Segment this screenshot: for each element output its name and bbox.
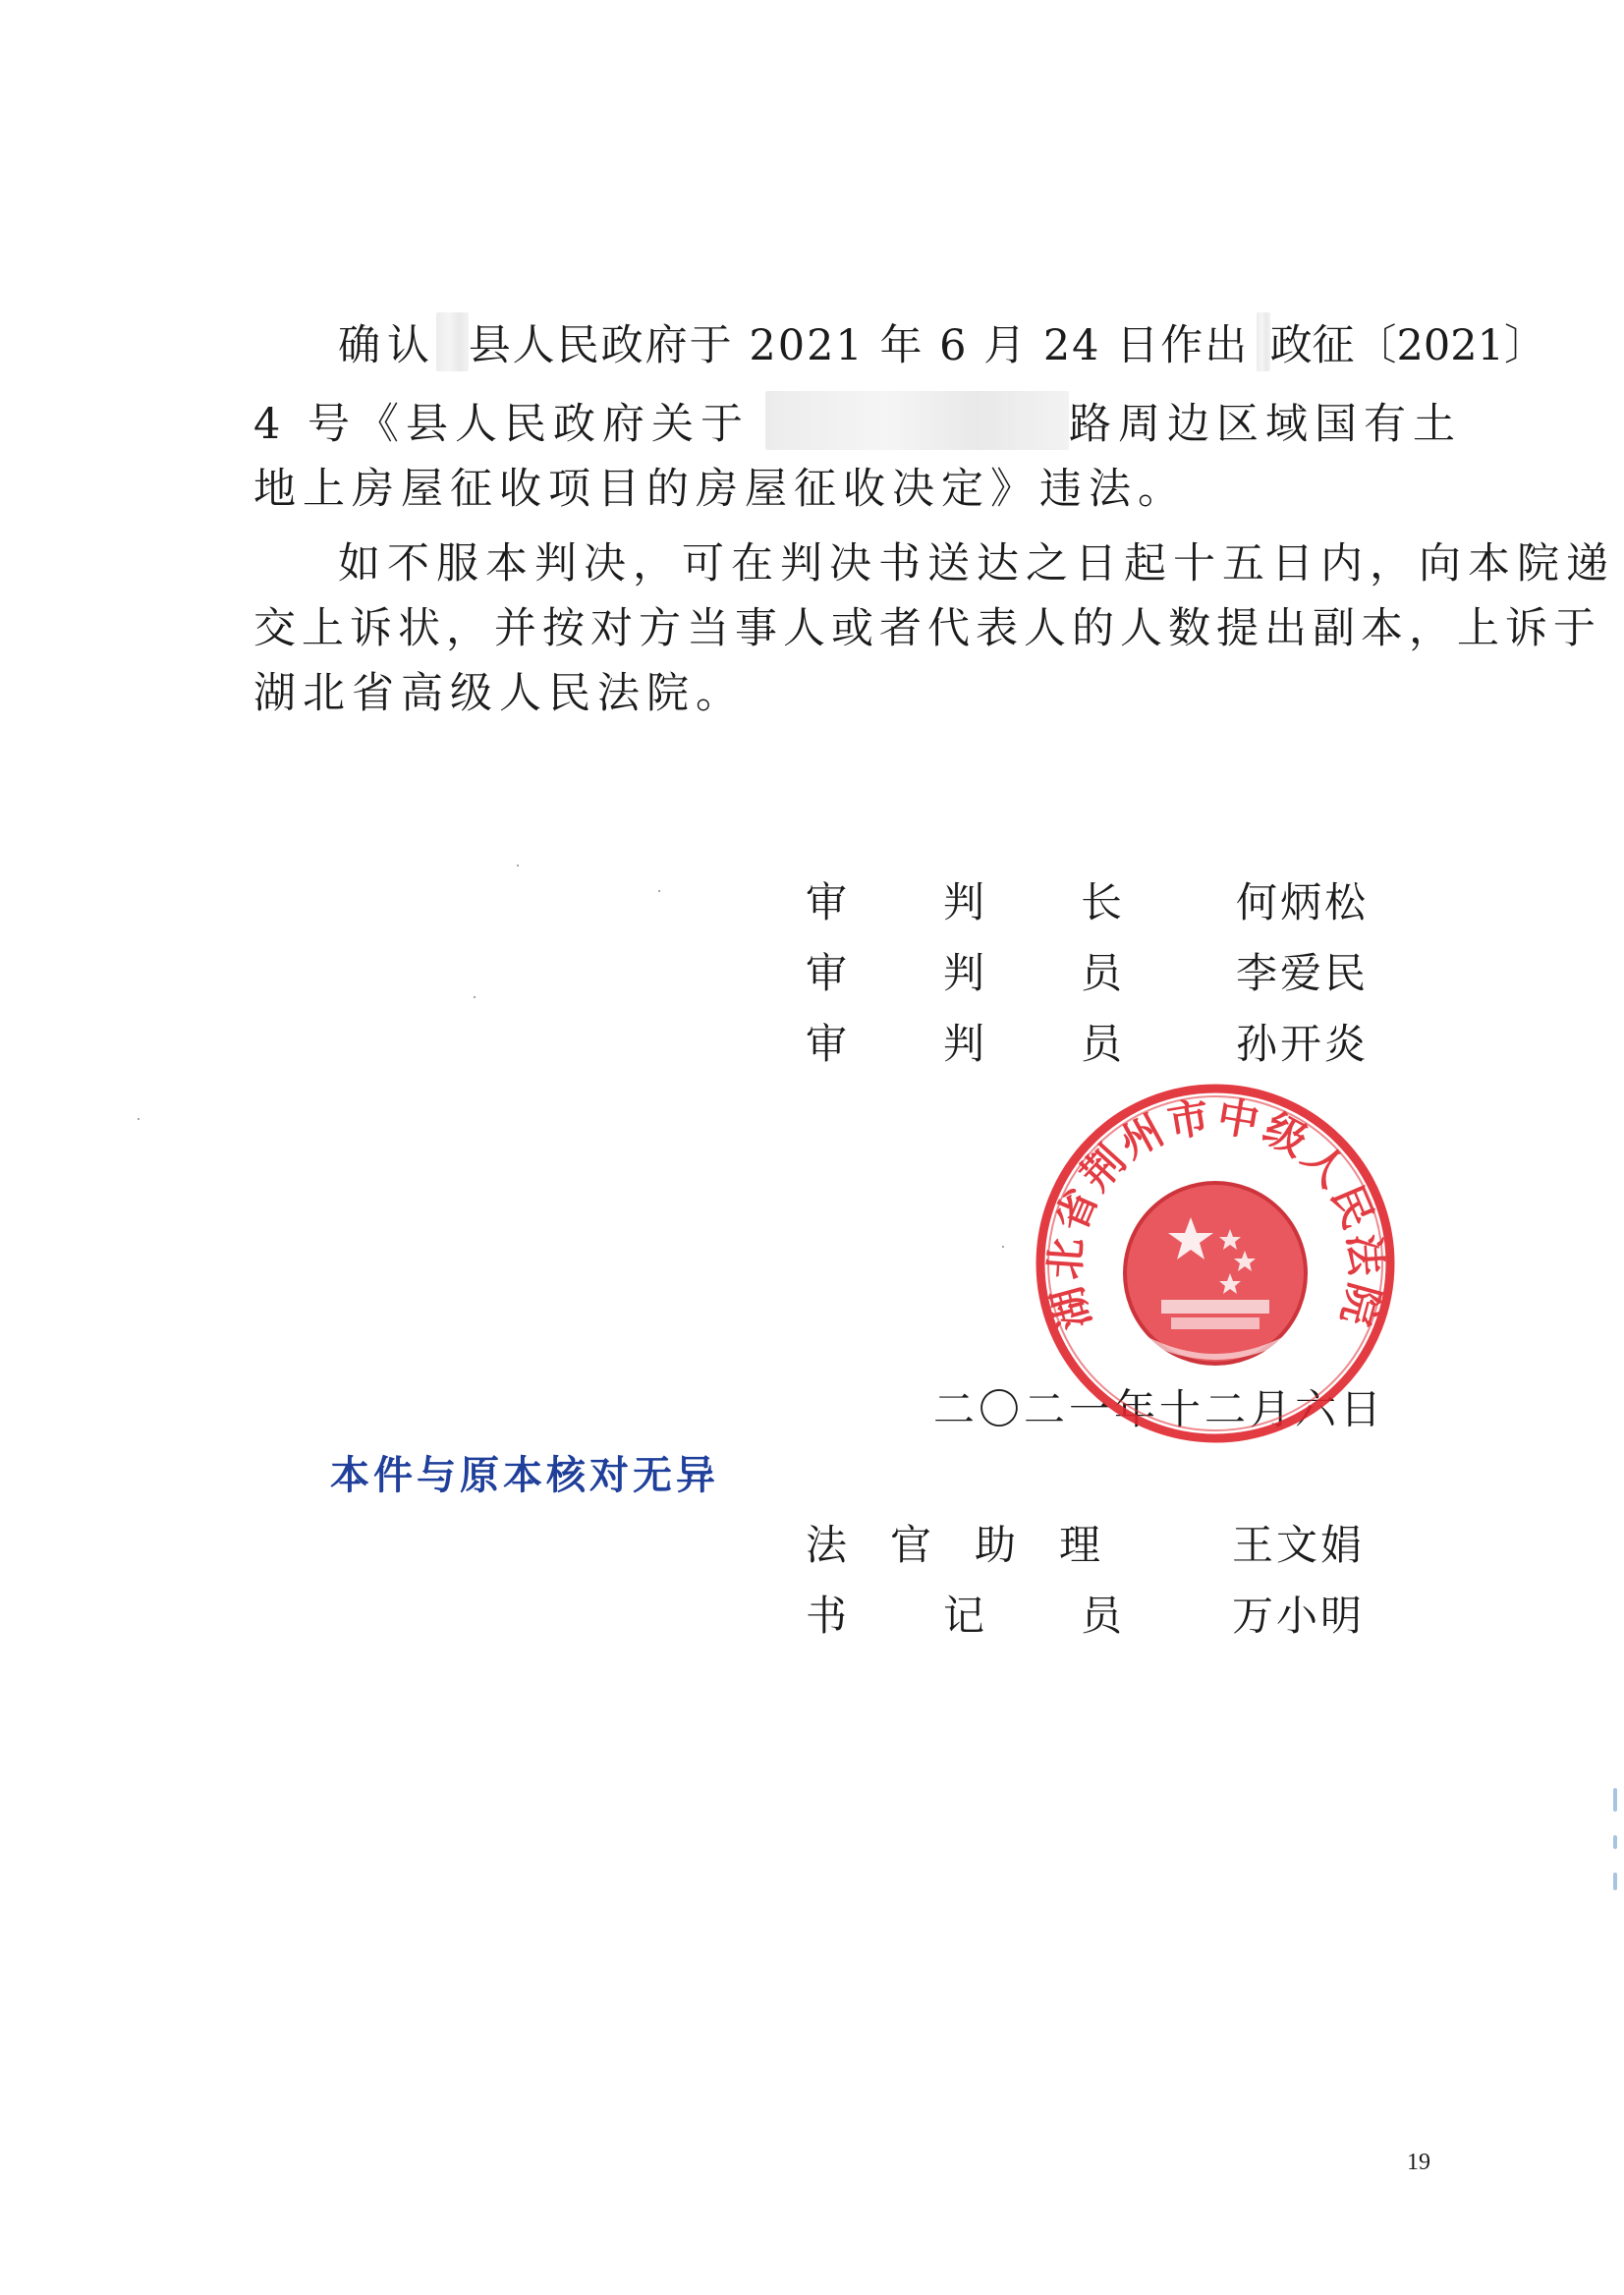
assistant-name: 王文娟 xyxy=(1232,1521,1366,1569)
scan-speck xyxy=(138,1118,140,1120)
court-seal-icon xyxy=(1034,1082,1397,1445)
clerk-name: 万小明 xyxy=(1232,1592,1366,1640)
para2-line2 xyxy=(253,595,1601,654)
para1-line1 xyxy=(338,312,1546,371)
para2-line3 xyxy=(253,660,1462,719)
judge-2-name: 孙开炎 xyxy=(1236,1020,1370,1068)
scan-speck xyxy=(474,996,476,998)
para1-text: 4 号《县人民政府关于 xyxy=(253,399,751,449)
verification-stamp: 本件与原本核对无异 xyxy=(330,1452,719,1498)
scan-speck xyxy=(658,890,660,892)
para1-text: 县人民政府于 2021 年 6 月 24 日作出 xyxy=(468,320,1250,370)
para2-text: 交上诉状，并按对方当事人或者代表人的人数提出副本，上诉于 xyxy=(253,603,1601,653)
judge-1-name: 李爱民 xyxy=(1236,949,1370,997)
chief-judge-name: 何炳松 xyxy=(1236,878,1370,926)
judgment-date: 二〇二一年十二月六日 xyxy=(933,1385,1386,1433)
seal-text: 湖北省荆州市中级人民法院 xyxy=(1039,1092,1391,1335)
para2-text: 如不服本判决，可在判决书送达之日起十五日内，向本院递 xyxy=(338,538,1615,588)
chief-judge-role: 审 判 长 xyxy=(806,878,1122,926)
scan-edge-mark xyxy=(1613,1788,1617,1812)
clerk-role: 书 记 员 xyxy=(806,1592,1122,1640)
para2-line1 xyxy=(338,531,1615,589)
redaction-block xyxy=(436,312,469,371)
para1-text: 确认 xyxy=(338,320,436,370)
redaction-block xyxy=(765,391,1069,450)
redaction-block xyxy=(1257,312,1269,371)
para1-text: 路周边区域国有土 xyxy=(1069,399,1462,449)
national-emblem-icon xyxy=(1125,1183,1306,1364)
scan-speck xyxy=(517,865,519,867)
para1-text: 地上房屋征收项目的房屋征收决定》违法。 xyxy=(253,464,1187,514)
scan-edge-mark xyxy=(1613,1873,1617,1890)
assistant-role: 法 官 助 理 xyxy=(806,1521,1100,1569)
scan-speck xyxy=(1002,1246,1004,1248)
page-number: 19 xyxy=(1407,2150,1430,2175)
para1-line3 xyxy=(253,456,1462,515)
scan-edge-mark xyxy=(1613,1835,1617,1849)
judge-1-role: 审 判 员 xyxy=(806,949,1122,997)
judge-2-role: 审 判 员 xyxy=(806,1020,1122,1068)
para2-text: 湖北省高级人民法院。 xyxy=(253,668,745,718)
para1-text: 政征〔2021〕 xyxy=(1269,320,1546,370)
para1-line2 xyxy=(253,391,1462,450)
